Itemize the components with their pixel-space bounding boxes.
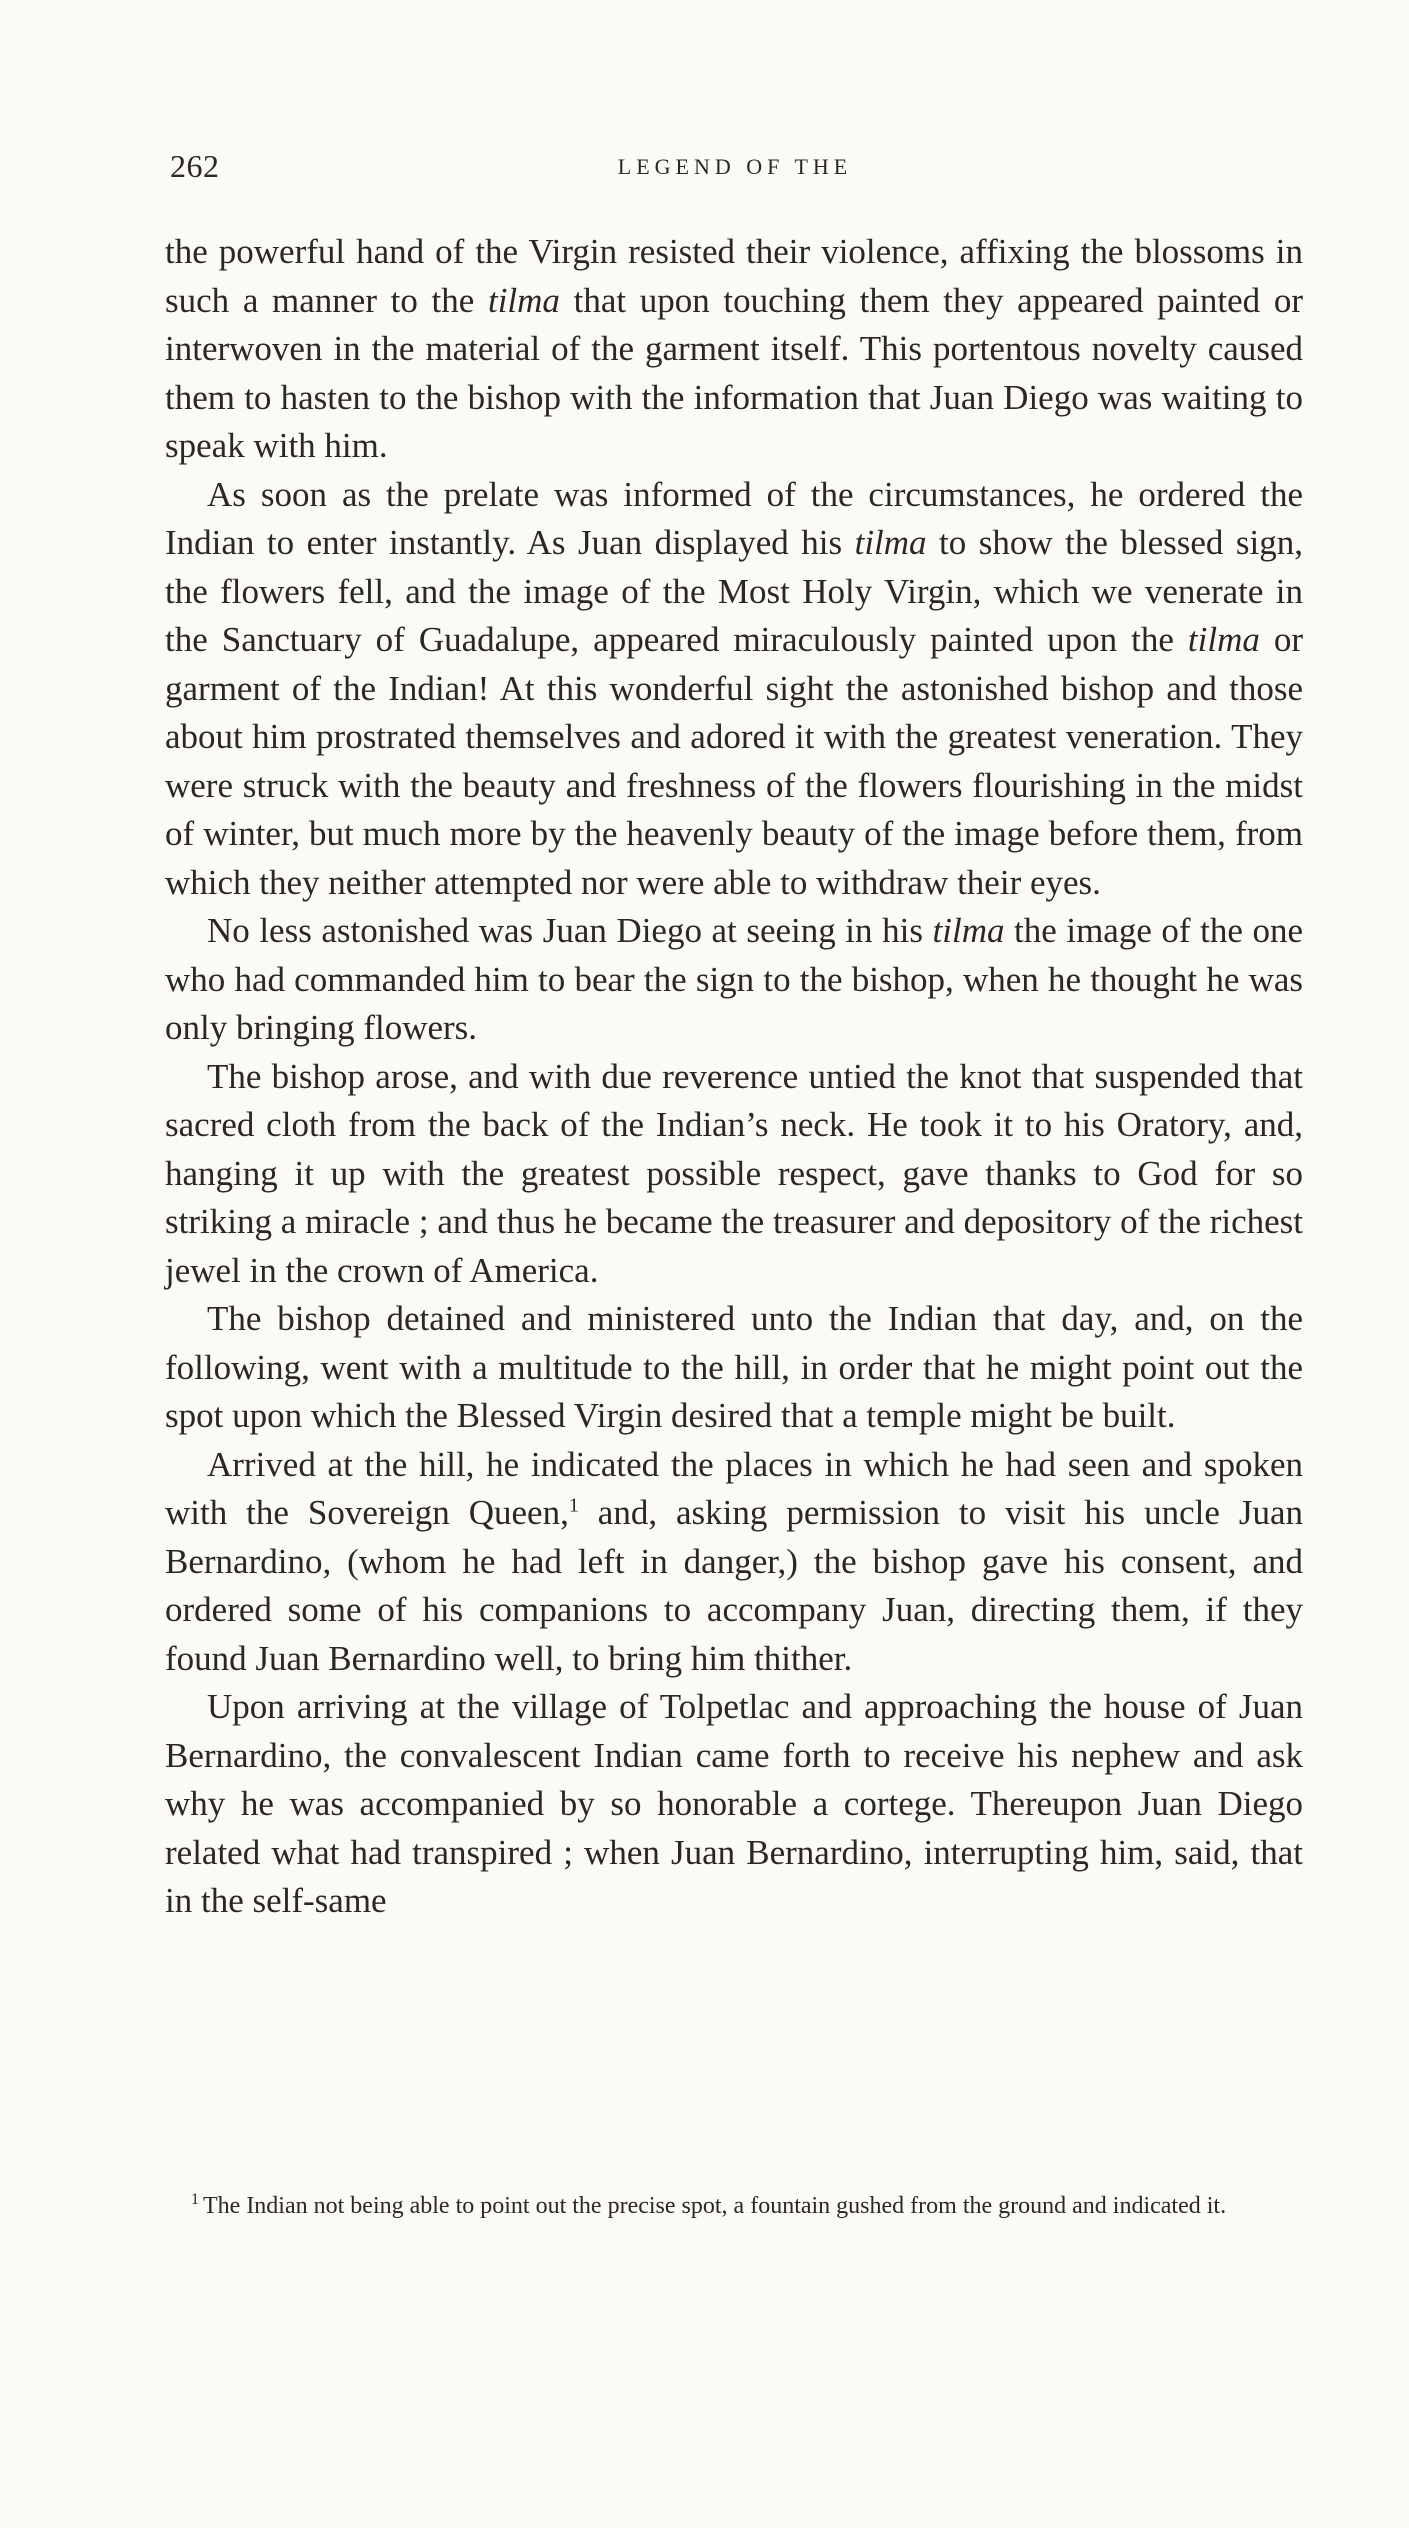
paragraph [165,1053,1303,1296]
paragraph [165,907,1303,1053]
italic-term: tilma [932,911,1005,950]
paragraph [165,228,1303,471]
text-run: No less astonished was Juan Diego at seeing in his [207,911,933,950]
italic-term: tilma [1187,620,1260,659]
paragraph [165,471,1303,908]
text-run: or garment of the Indian! At this wonderful sight the astonished bishop and those about him prostrated themselves and adored it with the greatest veneration. They were struck with the beauty and freshness of the flowers flourishing in the midst of winter, but much more by the heavenly beauty of the image before them, from which they neither attempted nor were able to withdraw their eyes. [165,620,1304,902]
text-run: As soon as the prelate was informed of the circumstances, he ordered the Indian to enter instantly. As Juan displayed his [165,474,1303,562]
running-head: LEGEND OF THE [617,154,853,179]
text-run: The bishop detained and ministered unto the Indian that day, and, on the following, went with a multitude to the hill, in order that he might point out the spot upon which the Blessed Virgin desired that a temple might be built. [165,1299,1303,1435]
text-run: and, asking permission to visit his uncle Juan Bernardino, (whom he had left in danger,) the bishop gave his consent, and ordered some of his companions to accompany Juan, directing them, if they found Juan Bernardino well, to bring him thither. [165,1493,1304,1678]
body-text [165,228,1303,1926]
text-run: the powerful hand of the Virgin resisted their violence, affixing the blossoms in such a manner to the [165,232,1303,320]
text-run: Upon arriving at the village of Tolpetlac and approaching the house of Juan Bernardino, the convalescent Indian came forth to receive his nephew and ask why he was accompanied by so honorable a cortege. Thereupon Juan Diego related what had transpired ; when Juan Bernardino, interrupting him, said, that in the self-same [165,1687,1303,1920]
italic-term: tilma [854,523,927,562]
paragraph [165,1441,1303,1684]
text-run: that upon touching them they appeared painted or interwoven in the material of the garment itself. This portentous novelty caused them to hasten to the bishop with the information that Juan Diego was waiting to speak with him. [165,280,1303,465]
page-header [170,148,1300,188]
footnote-reference: 1 [568,1494,579,1517]
italic-term: tilma [487,280,560,320]
paragraph [165,1683,1303,1926]
text-run: The bishop arose, and with due reverence untied the knot that suspended that sacred cloth from the back of the Indian’s neck. He took it to his Oratory, and, hanging it up with the greatest possible respect, gave thanks to God for so striking a miracle ; and thus he became the treasurer and depository of the richest jewel in the crown of America. [165,1056,1303,1290]
paragraph [165,1295,1303,1441]
text-run: Arrived at the hill, he indicated the places in which he had seen and spoken with the Sovereign Queen, [165,1444,1303,1532]
footnote [165,2188,1303,2224]
footnote-mark: 1 [191,2191,199,2208]
footnotes [165,2188,1303,2224]
page-number: 262 [170,148,220,184]
text-run: to show the blessed sign, the flowers fell, and the image of the Most Holy Virgin, which we venerate in the Sanctuary of Guadalupe, appeared miraculously painted upon the [165,523,1303,659]
footnote-text: The Indian not being able to point out the precise spot, a fountain gushed from the ground and indicated it. [203,2193,1227,2219]
text-run: the image of the one who had commanded him to bear the sign to the bishop, when he thought he was only bringing flowers. [165,911,1303,1047]
